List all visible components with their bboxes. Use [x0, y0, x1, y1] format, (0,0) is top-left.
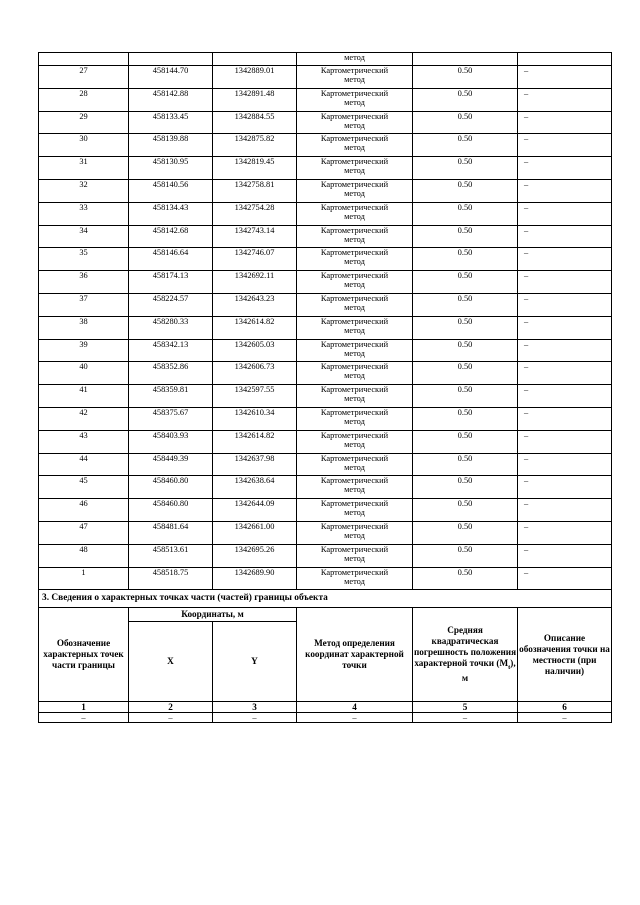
header-row	[39, 608, 612, 622]
coord-x: 458174.13	[129, 271, 213, 294]
method-line-1: Картометрический	[320, 476, 389, 486]
table-row	[39, 430, 612, 453]
accuracy-value: 0.50	[413, 567, 518, 590]
coord-x: 458146.64	[129, 248, 213, 271]
method-cell	[297, 544, 413, 567]
method-line-2: метод	[344, 280, 365, 290]
coord-y: 1342614.82	[213, 316, 297, 339]
header-y: Y	[213, 622, 297, 702]
header-coordinates: Координаты, м	[129, 608, 297, 622]
accuracy-value: 0.50	[413, 362, 518, 385]
section-title: 3. Сведения о характерных точках части (частей) границы объекта	[39, 590, 612, 608]
table-row	[39, 88, 612, 111]
method-cell	[297, 521, 413, 544]
coord-y: 1342689.90	[213, 567, 297, 590]
column-number: 2	[129, 702, 213, 713]
method-line-2: метод	[344, 211, 365, 221]
method-line-2: метод	[344, 97, 365, 107]
method-line-1: Картометрический	[320, 567, 389, 577]
point-number: 44	[39, 453, 129, 476]
method-cell: метод	[297, 53, 413, 66]
column-number: 4	[297, 702, 413, 713]
coord-x: 458481.64	[129, 521, 213, 544]
point-number: 29	[39, 111, 129, 134]
method-cell	[297, 293, 413, 316]
point-number: 37	[39, 293, 129, 316]
coord-y: 1342606.73	[213, 362, 297, 385]
method-line-1: Картометрический	[320, 134, 389, 144]
table-row	[39, 362, 612, 385]
method-line-1: Картометрический	[320, 293, 389, 303]
accuracy-value: 0.50	[413, 316, 518, 339]
coord-x: 458140.56	[129, 179, 213, 202]
coord-y: 1342891.48	[213, 88, 297, 111]
method-cell	[297, 407, 413, 430]
header-description: Описание обозначения точки на местности (при наличии)	[518, 608, 612, 702]
method-line-1: Картометрический	[320, 66, 389, 75]
method-line-2: метод	[344, 234, 365, 244]
method-cell	[297, 66, 413, 89]
method-line-2: метод	[344, 143, 365, 153]
table-row	[39, 248, 612, 271]
method-line-2: метод	[344, 348, 365, 358]
method-line-1: Картометрический	[320, 339, 389, 349]
coord-y: 1342746.07	[213, 248, 297, 271]
method-line-1: Картометрический	[320, 362, 389, 372]
accuracy-value: 0.50	[413, 544, 518, 567]
table-row	[39, 157, 612, 180]
point-number: 42	[39, 407, 129, 430]
method-line-1: Картометрический	[320, 111, 389, 121]
method-line-2: метод	[344, 302, 365, 312]
coord-y: 1342610.34	[213, 407, 297, 430]
method-cell	[297, 339, 413, 362]
header-accuracy	[413, 608, 518, 702]
coord-y: 1342754.28	[213, 202, 297, 225]
method-line-2: метод	[344, 485, 365, 495]
table-row	[39, 407, 612, 430]
coord-x: 458134.43	[129, 202, 213, 225]
method-line-2: метод	[344, 188, 365, 198]
coord-y: 1342643.23	[213, 293, 297, 316]
method-cell	[297, 248, 413, 271]
accuracy-value: 0.50	[413, 66, 518, 89]
table-row	[39, 111, 612, 134]
column-number: 5	[413, 702, 518, 713]
accuracy-value: 0.50	[413, 225, 518, 248]
method-cell	[297, 88, 413, 111]
description-value: –	[518, 179, 612, 202]
point-number: 30	[39, 134, 129, 157]
method-cell	[297, 111, 413, 134]
method-cell	[297, 316, 413, 339]
coord-x: 458280.33	[129, 316, 213, 339]
coord-x: 458142.88	[129, 88, 213, 111]
empty-cell: –	[39, 713, 129, 723]
table-row	[39, 202, 612, 225]
continued-row	[39, 53, 612, 66]
coord-x: 458224.57	[129, 293, 213, 316]
description-value: –	[518, 544, 612, 567]
method-line-1: Картометрический	[320, 157, 389, 167]
empty-row	[39, 713, 612, 723]
method-cell	[297, 362, 413, 385]
table-row	[39, 499, 612, 522]
header-method: Метод определения координат характерной точки	[297, 608, 413, 702]
coord-x: 458133.45	[129, 111, 213, 134]
description-value: –	[518, 316, 612, 339]
accuracy-value: 0.50	[413, 248, 518, 271]
coord-y: 1342661.00	[213, 521, 297, 544]
method-cell	[297, 453, 413, 476]
point-number: 40	[39, 362, 129, 385]
header-x: X	[129, 622, 213, 702]
description-value: –	[518, 567, 612, 590]
table-row	[39, 293, 612, 316]
description-value: –	[518, 499, 612, 522]
method-cell	[297, 499, 413, 522]
accuracy-value: 0.50	[413, 179, 518, 202]
table-row	[39, 544, 612, 567]
table-row	[39, 339, 612, 362]
coord-x: 458144.70	[129, 66, 213, 89]
method-line-2: метод	[344, 371, 365, 381]
table-row	[39, 134, 612, 157]
method-line-1: Картометрический	[320, 202, 389, 212]
accuracy-value: 0.50	[413, 476, 518, 499]
method-line-1: Картометрический	[320, 316, 389, 326]
method-cell	[297, 225, 413, 248]
accuracy-value: 0.50	[413, 521, 518, 544]
coord-y: 1342758.81	[213, 179, 297, 202]
method-line-1: Картометрический	[320, 271, 389, 281]
method-cell	[297, 134, 413, 157]
accuracy-value: 0.50	[413, 453, 518, 476]
empty-cell: –	[129, 713, 213, 723]
method-line-1: Картометрический	[320, 88, 389, 98]
coord-x: 458375.67	[129, 407, 213, 430]
empty-cell: –	[297, 713, 413, 723]
accuracy-value: 0.50	[413, 134, 518, 157]
method-line-1: Картометрический	[320, 499, 389, 509]
method-cell	[297, 430, 413, 453]
description-value: –	[518, 111, 612, 134]
description-value: –	[518, 521, 612, 544]
description-value: –	[518, 339, 612, 362]
method-cell	[297, 157, 413, 180]
header-point-label: Обозначение характерных точек части границы	[39, 608, 129, 702]
empty-cell: –	[518, 713, 612, 723]
method-line-2: метод	[344, 166, 365, 176]
empty-cell: –	[213, 713, 297, 723]
description-value: –	[518, 476, 612, 499]
method-line-2: метод	[344, 75, 365, 84]
description-value: –	[518, 293, 612, 316]
point-number: 45	[39, 476, 129, 499]
accuracy-value: 0.50	[413, 111, 518, 134]
method-line-2: метод	[344, 325, 365, 335]
point-number: 33	[39, 202, 129, 225]
coord-y: 1342743.14	[213, 225, 297, 248]
table-row	[39, 476, 612, 499]
column-number: 3	[213, 702, 297, 713]
coord-y: 1342597.55	[213, 385, 297, 408]
accuracy-value: 0.50	[413, 271, 518, 294]
point-number: 48	[39, 544, 129, 567]
accuracy-value: 0.50	[413, 407, 518, 430]
table-row	[39, 385, 612, 408]
coord-x: 458342.13	[129, 339, 213, 362]
table-row	[39, 316, 612, 339]
accuracy-tail: ), м	[461, 658, 516, 684]
method-cell	[297, 179, 413, 202]
method-line-2: метод	[344, 257, 365, 267]
coord-y: 1342637.98	[213, 453, 297, 476]
point-number: 39	[39, 339, 129, 362]
column-numbers-row	[39, 702, 612, 713]
coord-y: 1342605.03	[213, 339, 297, 362]
description-value: –	[518, 407, 612, 430]
coord-x: 458139.88	[129, 134, 213, 157]
coord-x: 458518.75	[129, 567, 213, 590]
section-title-row	[39, 590, 612, 608]
accuracy-value: 0.50	[413, 385, 518, 408]
method-line-2: метод	[344, 576, 365, 586]
table-row	[39, 225, 612, 248]
point-number: 27	[39, 66, 129, 89]
column-number: 1	[39, 702, 129, 713]
method-line-1: Картометрический	[320, 407, 389, 417]
coord-y: 1342875.82	[213, 134, 297, 157]
accuracy-subscript: t	[508, 664, 511, 672]
method-line-2: метод	[344, 530, 365, 540]
description-value: –	[518, 202, 612, 225]
coord-x: 458142.68	[129, 225, 213, 248]
coord-y: 1342614.82	[213, 430, 297, 453]
method-line-1: Картометрический	[320, 453, 389, 463]
description-value: –	[518, 362, 612, 385]
point-number: 43	[39, 430, 129, 453]
method-line-2: метод	[344, 508, 365, 518]
accuracy-text: Средняя квадратическая погрешность положения характерной точки (M	[413, 625, 517, 669]
method-line-1: Картометрический	[320, 179, 389, 189]
method-line-2: метод	[344, 553, 365, 563]
description-value: –	[518, 225, 612, 248]
point-number: 1	[39, 567, 129, 590]
table-row	[39, 179, 612, 202]
point-number: 31	[39, 157, 129, 180]
point-number: 35	[39, 248, 129, 271]
method-line-1: Картометрический	[320, 430, 389, 440]
description-value: –	[518, 157, 612, 180]
point-number: 46	[39, 499, 129, 522]
method-line-1: Картометрический	[320, 225, 389, 235]
accuracy-value: 0.50	[413, 430, 518, 453]
description-value: –	[518, 430, 612, 453]
coord-y: 1342692.11	[213, 271, 297, 294]
accuracy-value: 0.50	[413, 157, 518, 180]
accuracy-value: 0.50	[413, 499, 518, 522]
method-line-1: Картометрический	[320, 521, 389, 531]
method-cell	[297, 385, 413, 408]
table-row	[39, 66, 612, 89]
coord-x: 458359.81	[129, 385, 213, 408]
point-number: 41	[39, 385, 129, 408]
table-row	[39, 271, 612, 294]
description-value: –	[518, 134, 612, 157]
point-number: 32	[39, 179, 129, 202]
method-line-2: метод	[344, 462, 365, 472]
description-value: –	[518, 453, 612, 476]
description-value: –	[518, 66, 612, 89]
description-value: –	[518, 88, 612, 111]
empty-cell: –	[413, 713, 518, 723]
method-cell	[297, 567, 413, 590]
accuracy-value: 0.50	[413, 202, 518, 225]
accuracy-value: 0.50	[413, 339, 518, 362]
method-line-2: метод	[344, 416, 365, 426]
description-value: –	[518, 248, 612, 271]
coord-x: 458513.61	[129, 544, 213, 567]
point-number: 38	[39, 316, 129, 339]
description-value: –	[518, 385, 612, 408]
coord-y: 1342638.64	[213, 476, 297, 499]
method-cell	[297, 271, 413, 294]
method-cell	[297, 202, 413, 225]
accuracy-value: 0.50	[413, 88, 518, 111]
coord-y: 1342695.26	[213, 544, 297, 567]
point-number: 28	[39, 88, 129, 111]
point-number: 47	[39, 521, 129, 544]
description-value: –	[518, 271, 612, 294]
coord-x: 458403.93	[129, 430, 213, 453]
coord-y: 1342884.55	[213, 111, 297, 134]
table-row	[39, 453, 612, 476]
method-cell	[297, 476, 413, 499]
coord-x: 458449.39	[129, 453, 213, 476]
method-line-1: Картометрический	[320, 544, 389, 554]
coord-x: 458460.80	[129, 476, 213, 499]
column-number: 6	[518, 702, 612, 713]
accuracy-value: 0.50	[413, 293, 518, 316]
method-line-2: метод	[344, 439, 365, 449]
coord-y: 1342644.09	[213, 499, 297, 522]
method-line-1: Картометрический	[320, 385, 389, 395]
coord-x: 458352.86	[129, 362, 213, 385]
method-line-2: метод	[344, 120, 365, 130]
point-number: 36	[39, 271, 129, 294]
coord-x: 458460.80	[129, 499, 213, 522]
coord-x: 458130.95	[129, 157, 213, 180]
coordinates-table	[38, 52, 612, 723]
method-line-1: Картометрический	[320, 248, 389, 258]
table-row	[39, 567, 612, 590]
point-number: 34	[39, 225, 129, 248]
coord-y: 1342889.01	[213, 66, 297, 89]
coord-y: 1342819.45	[213, 157, 297, 180]
method-line-2: метод	[344, 394, 365, 404]
table-row	[39, 521, 612, 544]
